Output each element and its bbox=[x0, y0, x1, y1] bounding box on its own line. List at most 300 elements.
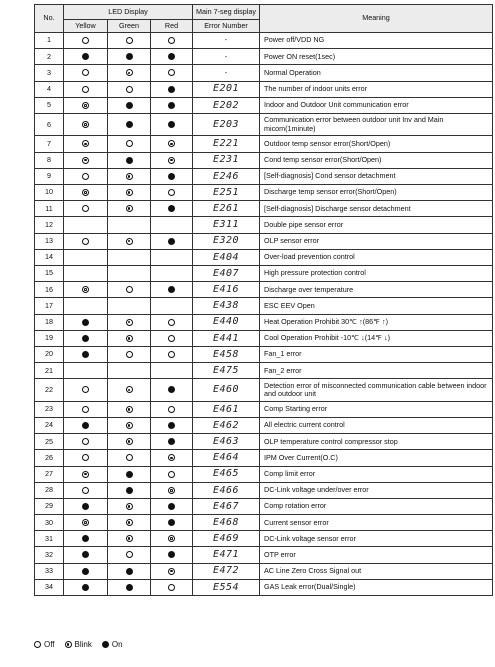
on-circle-icon bbox=[82, 535, 89, 542]
error-number: E221 bbox=[193, 136, 260, 152]
yellow-led-cell bbox=[64, 330, 108, 346]
error-number: E416 bbox=[193, 282, 260, 298]
row-number: 24 bbox=[35, 417, 64, 433]
row-number: 23 bbox=[35, 401, 64, 417]
error-number: E440 bbox=[193, 314, 260, 330]
table-row bbox=[35, 579, 493, 595]
red-led-cell bbox=[151, 346, 193, 362]
red-led-cell bbox=[151, 97, 193, 113]
row-number: 5 bbox=[35, 97, 64, 113]
yellow-led-cell bbox=[64, 152, 108, 168]
legend-on-label: On bbox=[111, 640, 123, 649]
error-number: E464 bbox=[193, 450, 260, 466]
on-circle-icon bbox=[126, 121, 133, 128]
legend-off bbox=[34, 640, 55, 649]
header-yellow: Yellow bbox=[64, 20, 108, 33]
off-circle-icon bbox=[34, 641, 41, 648]
green-led-cell bbox=[108, 168, 151, 184]
table-row bbox=[35, 265, 493, 281]
row-number: 17 bbox=[35, 298, 64, 314]
table-row bbox=[35, 363, 493, 379]
red-led-cell bbox=[151, 152, 193, 168]
on-circle-icon bbox=[168, 422, 175, 429]
error-number: E468 bbox=[193, 515, 260, 531]
error-number: E261 bbox=[193, 201, 260, 217]
meaning: Cond temp sensor error(Short/Open) bbox=[260, 152, 493, 168]
blink-circle-icon bbox=[82, 471, 89, 478]
green-led-cell bbox=[108, 201, 151, 217]
green-led-cell bbox=[108, 298, 151, 314]
blink-circle-icon bbox=[126, 238, 133, 245]
meaning: [Self-diagnosis] Discharge sensor detachment bbox=[260, 201, 493, 217]
error-number: E201 bbox=[193, 81, 260, 97]
yellow-led-cell bbox=[64, 33, 108, 49]
meaning: The number of indoor units error bbox=[260, 81, 493, 97]
meaning: Over-load prevention control bbox=[260, 249, 493, 265]
off-circle-icon bbox=[126, 86, 133, 93]
table-row bbox=[35, 185, 493, 201]
blink-circle-icon bbox=[82, 519, 89, 526]
error-number: E311 bbox=[193, 217, 260, 233]
yellow-led-cell bbox=[64, 401, 108, 417]
blink-circle-icon bbox=[168, 454, 175, 461]
blink-circle-icon bbox=[126, 535, 133, 542]
yellow-led-cell bbox=[64, 547, 108, 563]
red-led-cell bbox=[151, 136, 193, 152]
red-led-cell bbox=[151, 265, 193, 281]
red-led-cell bbox=[151, 579, 193, 595]
meaning: Indoor and Outdoor Unit communication error bbox=[260, 97, 493, 113]
error-number: E246 bbox=[193, 168, 260, 184]
green-led-cell bbox=[108, 563, 151, 579]
row-number: 14 bbox=[35, 249, 64, 265]
off-circle-icon bbox=[82, 454, 89, 461]
green-led-cell bbox=[108, 113, 151, 136]
red-led-cell bbox=[151, 217, 193, 233]
yellow-led-cell bbox=[64, 531, 108, 547]
row-number: 1 bbox=[35, 33, 64, 49]
off-circle-icon bbox=[82, 37, 89, 44]
row-number: 22 bbox=[35, 379, 64, 402]
table-row bbox=[35, 49, 493, 65]
row-number: 29 bbox=[35, 498, 64, 514]
green-led-cell bbox=[108, 531, 151, 547]
row-number: 27 bbox=[35, 466, 64, 482]
meaning: All electric current control bbox=[260, 417, 493, 433]
error-number: E320 bbox=[193, 233, 260, 249]
on-circle-icon bbox=[168, 503, 175, 510]
green-led-cell bbox=[108, 185, 151, 201]
red-led-cell bbox=[151, 168, 193, 184]
row-number: 15 bbox=[35, 265, 64, 281]
error-code-table bbox=[34, 4, 493, 596]
table-row bbox=[35, 498, 493, 514]
blink-circle-icon bbox=[126, 189, 133, 196]
error-number: E463 bbox=[193, 434, 260, 450]
row-number: 6 bbox=[35, 113, 64, 136]
blink-circle-icon bbox=[126, 386, 133, 393]
off-circle-icon bbox=[82, 173, 89, 180]
row-number: 28 bbox=[35, 482, 64, 498]
table-row bbox=[35, 401, 493, 417]
yellow-led-cell bbox=[64, 579, 108, 595]
error-number: E460 bbox=[193, 379, 260, 402]
error-number: E475 bbox=[193, 363, 260, 379]
blink-circle-icon bbox=[126, 173, 133, 180]
header-meaning: Meaning bbox=[260, 5, 493, 33]
table-row bbox=[35, 298, 493, 314]
yellow-led-cell bbox=[64, 249, 108, 265]
blink-circle-icon bbox=[126, 319, 133, 326]
blink-circle-icon bbox=[126, 205, 133, 212]
green-led-cell bbox=[108, 33, 151, 49]
row-number: 21 bbox=[35, 363, 64, 379]
table-row bbox=[35, 33, 493, 49]
off-circle-icon bbox=[126, 286, 133, 293]
table-row bbox=[35, 379, 493, 402]
off-circle-icon bbox=[126, 454, 133, 461]
meaning: Discharge temp sensor error(Short/Open) bbox=[260, 185, 493, 201]
error-number: E462 bbox=[193, 417, 260, 433]
on-circle-icon bbox=[126, 53, 133, 60]
error-code-table-container bbox=[34, 4, 492, 596]
legend-off-label: Off bbox=[44, 640, 55, 649]
red-led-cell bbox=[151, 401, 193, 417]
red-led-cell bbox=[151, 563, 193, 579]
error-number: E404 bbox=[193, 249, 260, 265]
on-circle-icon bbox=[82, 53, 89, 60]
legend-blink bbox=[65, 640, 92, 649]
off-circle-icon bbox=[168, 584, 175, 591]
red-led-cell bbox=[151, 417, 193, 433]
red-led-cell bbox=[151, 547, 193, 563]
red-led-cell bbox=[151, 65, 193, 81]
blink-circle-icon bbox=[126, 335, 133, 342]
header-red: Red bbox=[151, 20, 193, 33]
on-circle-icon bbox=[82, 551, 89, 558]
green-led-cell bbox=[108, 547, 151, 563]
red-led-cell bbox=[151, 81, 193, 97]
error-number: E472 bbox=[193, 563, 260, 579]
off-circle-icon bbox=[126, 551, 133, 558]
error-code-rows bbox=[35, 33, 493, 596]
green-led-cell bbox=[108, 579, 151, 595]
meaning: Discharge over temperature bbox=[260, 282, 493, 298]
error-number: - bbox=[193, 49, 260, 65]
yellow-led-cell bbox=[64, 417, 108, 433]
error-number: E231 bbox=[193, 152, 260, 168]
off-circle-icon bbox=[168, 69, 175, 76]
yellow-led-cell bbox=[64, 482, 108, 498]
on-circle-icon bbox=[126, 157, 133, 164]
red-led-cell bbox=[151, 33, 193, 49]
table-row bbox=[35, 65, 493, 81]
red-led-cell bbox=[151, 113, 193, 136]
row-number: 7 bbox=[35, 136, 64, 152]
table-row bbox=[35, 233, 493, 249]
red-led-cell bbox=[151, 515, 193, 531]
on-circle-icon bbox=[168, 238, 175, 245]
green-led-cell bbox=[108, 401, 151, 417]
error-number: E407 bbox=[193, 265, 260, 281]
red-led-cell bbox=[151, 379, 193, 402]
table-row bbox=[35, 346, 493, 362]
green-led-cell bbox=[108, 330, 151, 346]
on-circle-icon bbox=[82, 503, 89, 510]
green-led-cell bbox=[108, 49, 151, 65]
off-circle-icon bbox=[126, 351, 133, 358]
green-led-cell bbox=[108, 434, 151, 450]
error-number: E469 bbox=[193, 531, 260, 547]
row-number: 31 bbox=[35, 531, 64, 547]
off-circle-icon bbox=[168, 37, 175, 44]
red-led-cell bbox=[151, 363, 193, 379]
on-circle-icon bbox=[168, 386, 175, 393]
row-number: 3 bbox=[35, 65, 64, 81]
yellow-led-cell bbox=[64, 466, 108, 482]
meaning: GAS Leak error(Dual/Single) bbox=[260, 579, 493, 595]
row-number: 10 bbox=[35, 185, 64, 201]
red-led-cell bbox=[151, 314, 193, 330]
error-number: E438 bbox=[193, 298, 260, 314]
green-led-cell bbox=[108, 498, 151, 514]
table-row bbox=[35, 113, 493, 136]
row-number: 20 bbox=[35, 346, 64, 362]
green-led-cell bbox=[108, 417, 151, 433]
red-led-cell bbox=[151, 330, 193, 346]
row-number: 9 bbox=[35, 168, 64, 184]
table-row bbox=[35, 282, 493, 298]
green-led-cell bbox=[108, 152, 151, 168]
off-circle-icon bbox=[126, 140, 133, 147]
row-number: 13 bbox=[35, 233, 64, 249]
on-circle-icon bbox=[168, 205, 175, 212]
red-led-cell bbox=[151, 49, 193, 65]
off-circle-icon bbox=[82, 238, 89, 245]
table-row bbox=[35, 450, 493, 466]
row-number: 12 bbox=[35, 217, 64, 233]
off-circle-icon bbox=[168, 335, 175, 342]
error-number: E461 bbox=[193, 401, 260, 417]
yellow-led-cell bbox=[64, 379, 108, 402]
meaning: ESC EEV Open bbox=[260, 298, 493, 314]
red-led-cell bbox=[151, 249, 193, 265]
meaning: AC Line Zero Cross Signal out bbox=[260, 563, 493, 579]
error-number: E203 bbox=[193, 113, 260, 136]
row-number: 18 bbox=[35, 314, 64, 330]
on-circle-icon bbox=[82, 319, 89, 326]
legend-blink-label: Blink bbox=[74, 640, 92, 649]
red-led-cell bbox=[151, 298, 193, 314]
on-circle-icon bbox=[168, 53, 175, 60]
on-circle-icon bbox=[126, 102, 133, 109]
meaning: Comp Starting error bbox=[260, 401, 493, 417]
green-led-cell bbox=[108, 379, 151, 402]
yellow-led-cell bbox=[64, 185, 108, 201]
yellow-led-cell bbox=[64, 450, 108, 466]
row-number: 16 bbox=[35, 282, 64, 298]
meaning: Fan_1 error bbox=[260, 346, 493, 362]
on-circle-icon bbox=[168, 519, 175, 526]
row-number: 8 bbox=[35, 152, 64, 168]
meaning: Heat Operation Prohibit 30℃ ↑(86℉ ↑) bbox=[260, 314, 493, 330]
green-led-cell bbox=[108, 81, 151, 97]
yellow-led-cell bbox=[64, 498, 108, 514]
blink-circle-icon bbox=[168, 487, 175, 494]
table-row bbox=[35, 482, 493, 498]
green-led-cell bbox=[108, 233, 151, 249]
meaning: [Self-diagnosis] Cond sensor detachment bbox=[260, 168, 493, 184]
yellow-led-cell bbox=[64, 563, 108, 579]
green-led-cell bbox=[108, 282, 151, 298]
yellow-led-cell bbox=[64, 265, 108, 281]
off-circle-icon bbox=[168, 319, 175, 326]
yellow-led-cell bbox=[64, 217, 108, 233]
header-no: No. bbox=[35, 5, 64, 33]
red-led-cell bbox=[151, 233, 193, 249]
off-circle-icon bbox=[82, 487, 89, 494]
table-row bbox=[35, 547, 493, 563]
blink-circle-icon bbox=[168, 157, 175, 164]
meaning: OTP error bbox=[260, 547, 493, 563]
on-circle-icon bbox=[168, 438, 175, 445]
error-number: - bbox=[193, 33, 260, 49]
table-row bbox=[35, 531, 493, 547]
table-row bbox=[35, 466, 493, 482]
green-led-cell bbox=[108, 249, 151, 265]
blink-circle-icon bbox=[168, 568, 175, 575]
table-row bbox=[35, 97, 493, 113]
yellow-led-cell bbox=[64, 233, 108, 249]
on-circle-icon bbox=[126, 568, 133, 575]
on-circle-icon bbox=[82, 351, 89, 358]
meaning: Comp rotation error bbox=[260, 498, 493, 514]
off-circle-icon bbox=[168, 351, 175, 358]
green-led-cell bbox=[108, 450, 151, 466]
error-number: E467 bbox=[193, 498, 260, 514]
header-error-number: Error Number bbox=[193, 20, 260, 33]
off-circle-icon bbox=[82, 205, 89, 212]
row-number: 19 bbox=[35, 330, 64, 346]
meaning: DC-Link voltage under/over error bbox=[260, 482, 493, 498]
meaning: Power ON reset(1sec) bbox=[260, 49, 493, 65]
meaning: Outdoor temp sensor error(Short/Open) bbox=[260, 136, 493, 152]
error-number: E466 bbox=[193, 482, 260, 498]
table-row bbox=[35, 249, 493, 265]
red-led-cell bbox=[151, 434, 193, 450]
blink-circle-icon bbox=[82, 286, 89, 293]
meaning: OLP temperature control compressor stop bbox=[260, 434, 493, 450]
green-led-cell bbox=[108, 136, 151, 152]
meaning: Cool Operation Prohibit -10℃ ↓(14℉ ↓) bbox=[260, 330, 493, 346]
meaning: High pressure protection control bbox=[260, 265, 493, 281]
blink-circle-icon bbox=[82, 121, 89, 128]
meaning: Power off/VDD NG bbox=[260, 33, 493, 49]
green-led-cell bbox=[108, 314, 151, 330]
table-row bbox=[35, 136, 493, 152]
legend bbox=[34, 640, 123, 649]
red-led-cell bbox=[151, 466, 193, 482]
red-led-cell bbox=[151, 201, 193, 217]
on-circle-icon bbox=[82, 584, 89, 591]
row-number: 34 bbox=[35, 579, 64, 595]
yellow-led-cell bbox=[64, 363, 108, 379]
green-led-cell bbox=[108, 97, 151, 113]
table-row bbox=[35, 168, 493, 184]
blink-circle-icon bbox=[168, 535, 175, 542]
error-number: E441 bbox=[193, 330, 260, 346]
error-number: E458 bbox=[193, 346, 260, 362]
row-number: 2 bbox=[35, 49, 64, 65]
yellow-led-cell bbox=[64, 136, 108, 152]
green-led-cell bbox=[108, 482, 151, 498]
on-circle-icon bbox=[126, 471, 133, 478]
green-led-cell bbox=[108, 363, 151, 379]
off-circle-icon bbox=[82, 86, 89, 93]
meaning: Fan_2 error bbox=[260, 363, 493, 379]
error-number: - bbox=[193, 65, 260, 81]
yellow-led-cell bbox=[64, 113, 108, 136]
red-led-cell bbox=[151, 498, 193, 514]
yellow-led-cell bbox=[64, 49, 108, 65]
red-led-cell bbox=[151, 531, 193, 547]
on-circle-icon bbox=[168, 86, 175, 93]
meaning: Double pipe sensor error bbox=[260, 217, 493, 233]
row-number: 33 bbox=[35, 563, 64, 579]
on-circle-icon bbox=[82, 335, 89, 342]
on-circle-icon bbox=[102, 641, 109, 648]
header-led-display: LED Display bbox=[64, 5, 193, 20]
blink-circle-icon bbox=[126, 406, 133, 413]
table-row bbox=[35, 201, 493, 217]
table-row bbox=[35, 563, 493, 579]
table-row bbox=[35, 417, 493, 433]
blink-circle-icon bbox=[126, 422, 133, 429]
blink-circle-icon bbox=[126, 503, 133, 510]
on-circle-icon bbox=[82, 422, 89, 429]
meaning: IPM Over Current(O.C) bbox=[260, 450, 493, 466]
red-led-cell bbox=[151, 185, 193, 201]
yellow-led-cell bbox=[64, 434, 108, 450]
row-number: 26 bbox=[35, 450, 64, 466]
blink-circle-icon bbox=[82, 102, 89, 109]
header-green: Green bbox=[108, 20, 151, 33]
yellow-led-cell bbox=[64, 515, 108, 531]
table-row bbox=[35, 81, 493, 97]
off-circle-icon bbox=[168, 189, 175, 196]
on-circle-icon bbox=[82, 568, 89, 575]
error-number: E471 bbox=[193, 547, 260, 563]
table-row bbox=[35, 434, 493, 450]
error-number: E465 bbox=[193, 466, 260, 482]
blink-circle-icon bbox=[65, 641, 72, 648]
row-number: 11 bbox=[35, 201, 64, 217]
off-circle-icon bbox=[82, 406, 89, 413]
blink-circle-icon bbox=[126, 519, 133, 526]
yellow-led-cell bbox=[64, 81, 108, 97]
off-circle-icon bbox=[168, 406, 175, 413]
header-main-display: Main 7-seg display bbox=[193, 5, 260, 20]
off-circle-icon bbox=[82, 438, 89, 445]
row-number: 32 bbox=[35, 547, 64, 563]
off-circle-icon bbox=[168, 471, 175, 478]
on-circle-icon bbox=[126, 487, 133, 494]
green-led-cell bbox=[108, 346, 151, 362]
red-led-cell bbox=[151, 282, 193, 298]
green-led-cell bbox=[108, 515, 151, 531]
on-circle-icon bbox=[168, 286, 175, 293]
green-led-cell bbox=[108, 65, 151, 81]
